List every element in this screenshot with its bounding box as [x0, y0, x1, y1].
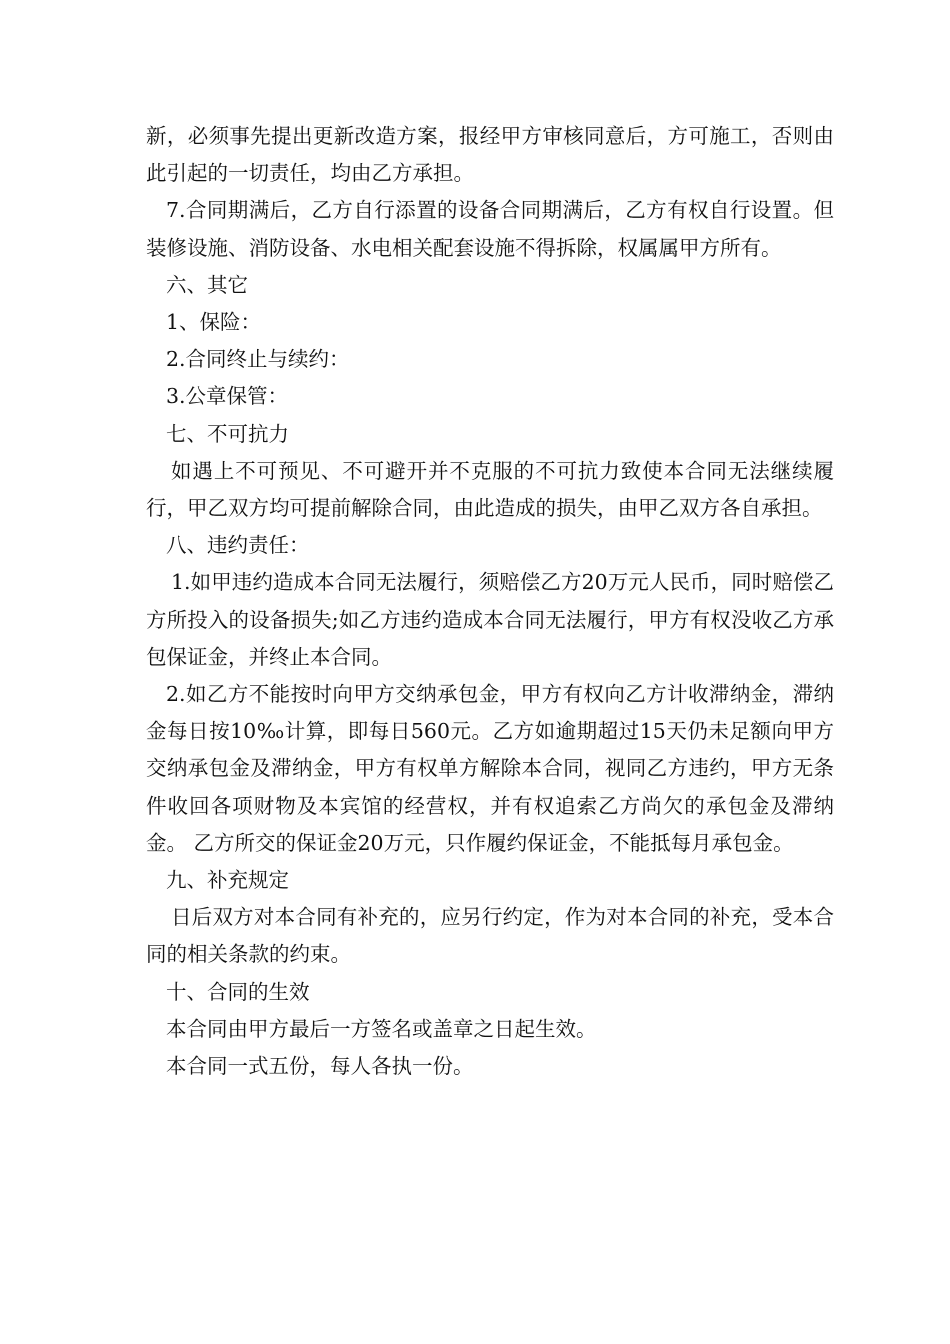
document-page — [146, 118, 834, 1085]
heading-section-10: 十、合同的生效 — [166, 979, 310, 1004]
item-seal-custody: 3.公章保管： — [166, 384, 289, 409]
paragraph-breach-2: 2.如乙方不能按时向甲方交纳承包金，甲方有权向乙方计收滞纳金，滞纳金每日按10‰计算，即每日560元。乙方如逾期超过15天仍未足额向甲方交纳承包金及滞纳金，甲方有权单方解除本合同，视同乙方违约，甲方无条件收回各项财物及本宾馆的经营权，并有权追索乙方尚欠的承包金及滞纳金。 乙方所交的保证金20万元，只作履约保证金，不能抵每月承包金。 — [146, 682, 834, 855]
heading-section-9: 九、补充规定 — [166, 868, 289, 893]
paragraph-effective: 本合同由甲方最后一方签名或盖章之日起生效。 — [166, 1016, 597, 1041]
paragraph-breach-1: 1.如甲违约造成本合同无法履行，须赔偿乙方20万元人民币，同时赔偿乙方所投入的设备损失;如乙方违约造成本合同无法履行，甲方有权没收乙方承包保证金，并终止本合同。 — [146, 570, 834, 669]
item-insurance: 1、保险： — [166, 310, 262, 335]
heading-section-6: 六、其它 — [166, 272, 248, 297]
paragraph-copies: 本合同一式五份，每人各执一份。 — [166, 1054, 474, 1079]
paragraph-renovation-continued: 新，必须事先提出更新改造方案，报经甲方审核同意后，方可施工，否则由此引起的一切责任，均由乙方承担。 — [146, 124, 834, 186]
item-termination-renewal: 2.合同终止与续约： — [166, 347, 350, 372]
paragraph-clause-7: 7.合同期满后，乙方自行添置的设备合同期满后，乙方有权自行设置。但装修设施、消防设备、水电相关配套设施不得拆除，权属属甲方所有。 — [146, 198, 834, 260]
paragraph-force-majeure: 如遇上不可预见、不可避开并不克服的不可抗力致使本合同无法继续履行，甲乙双方均可提前解除合同，由此造成的损失，由甲乙双方各自承担。 — [146, 458, 834, 521]
heading-section-7: 七、不可抗力 — [166, 421, 289, 446]
heading-section-8: 八、违约责任： — [166, 533, 310, 558]
paragraph-supplement: 日后双方对本合同有补充的，应另行约定，作为对本合同的补充，受本合同的相关条款的约束。 — [146, 905, 834, 967]
